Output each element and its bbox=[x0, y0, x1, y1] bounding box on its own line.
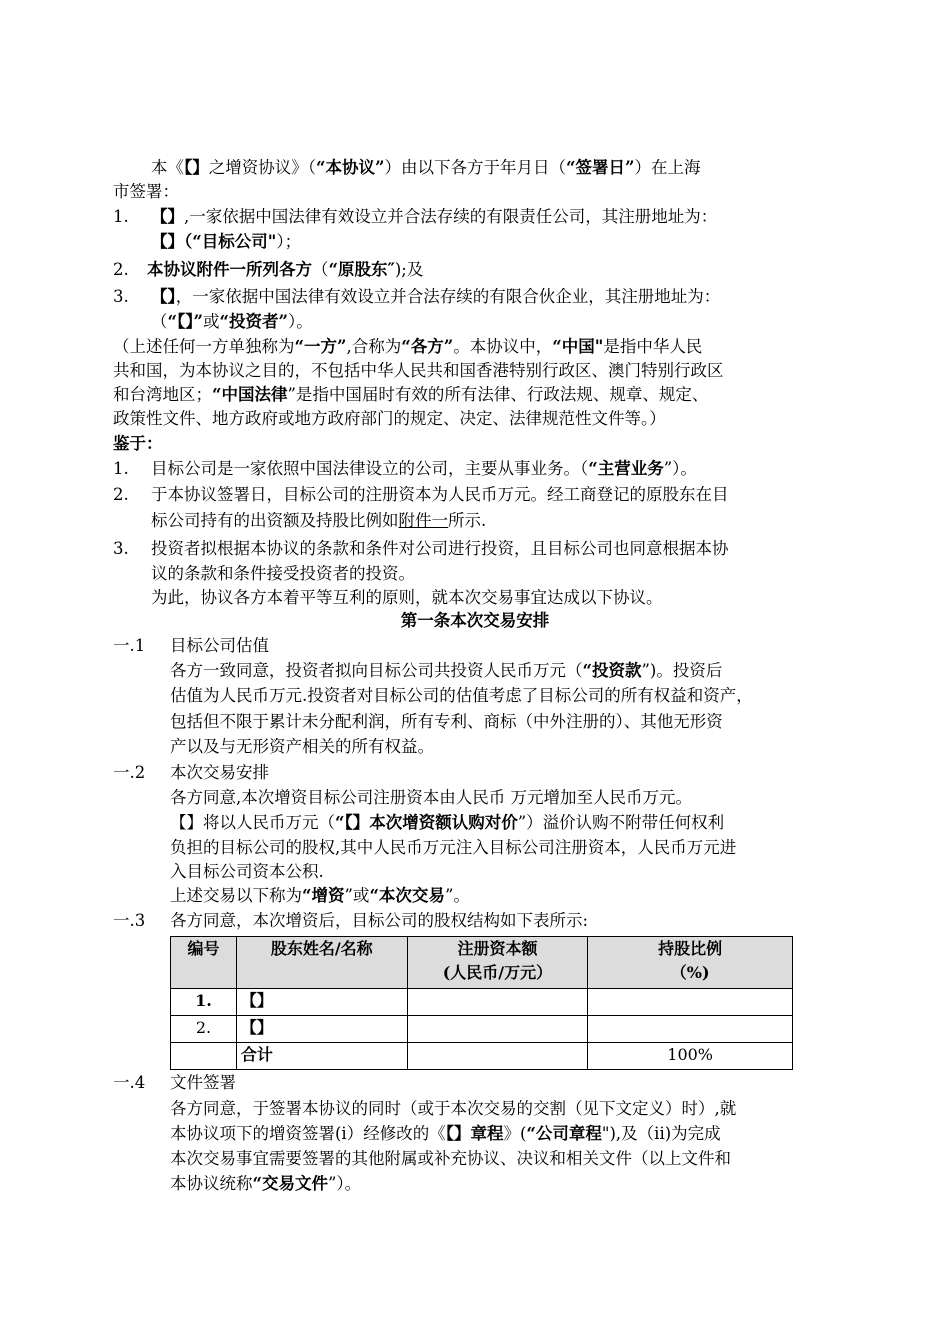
party-1-line-2: 【】（“目标公司"）； bbox=[151, 232, 302, 251]
section-1-1-line-4: 产以及与无形资产相关的所有权益。 bbox=[170, 737, 434, 756]
section-1-4-heading: 文件签署 bbox=[170, 1073, 236, 1092]
party-3-line-1: 【】，一家依据中国法律有效设立并合法存续的有限合伙企业，其注册地址为： bbox=[151, 287, 721, 306]
party-1-number: 1. bbox=[113, 207, 129, 226]
section-1-4-line-2: 本协议项下的增资签署(i）经修改的《【】章程》(“公司章程"),及（ii)为完成 bbox=[170, 1124, 721, 1143]
table-header-row bbox=[171, 937, 793, 989]
total-label: 合计 bbox=[236, 1043, 407, 1070]
party-2-line: 本协议附件一所列各方（“原股东″);及 bbox=[147, 260, 424, 279]
section-1-2-line-4: 入目标公司资本公积. bbox=[170, 862, 324, 881]
header-registered-capital: 注册资本额 (人民币/万元） bbox=[407, 937, 588, 989]
section-1-2-number: 一.2 bbox=[113, 763, 146, 782]
row-number: 2. bbox=[171, 1016, 237, 1043]
header-shareholding-ratio: 持股比例 （%) bbox=[588, 937, 793, 989]
total-percentage: 100% bbox=[588, 1043, 793, 1070]
whereas-3-number: 3. bbox=[113, 539, 129, 558]
section-1-4-line-3: 本次交易事宜需要签署的其他附属或补充协议、决议和相关文件（以上文件和 bbox=[170, 1149, 731, 1168]
row-capital bbox=[407, 989, 588, 1016]
whereas-3-line-2: 议的条款和条件接受投资者的投资。 bbox=[151, 564, 415, 583]
party-2-number: 2. bbox=[113, 260, 129, 279]
whereas-closing: 为此，协议各方本着平等互利的原则，就本次交易事宜达成以下协议。 bbox=[151, 588, 663, 607]
definitions-line-4: 政策性文件、地方政府或地方政府部门的规定、决定、法律规范性文件等。） bbox=[113, 409, 666, 428]
whereas-1-number: 1. bbox=[113, 459, 129, 478]
header-number: 编号 bbox=[171, 937, 237, 989]
section-1-1-heading: 目标公司估值 bbox=[170, 636, 269, 655]
total-number-cell bbox=[171, 1043, 237, 1070]
section-1-1-line-2: 估值为人民币万元.投资者对目标公司的估值考虑了目标公司的所有权益和资产， bbox=[170, 686, 753, 705]
row-percentage bbox=[588, 989, 793, 1016]
row-percentage bbox=[588, 1016, 793, 1043]
whereas-3-line-1: 投资者拟根据本协议的条款和条件对公司进行投资，且目标公司也同意根据本协 bbox=[151, 539, 729, 558]
section-1-2-line-2: 【】将以人民币万元（“【】本次增资额认购对价”）溢价认购不附带任何权利 bbox=[170, 813, 725, 832]
table-row bbox=[171, 989, 793, 1016]
total-capital-cell bbox=[407, 1043, 588, 1070]
header-shareholder-name: 股东姓名/名称 bbox=[236, 937, 407, 989]
party-3-number: 3. bbox=[113, 287, 129, 306]
section-1-2-line-1: 各方同意,本次增资目标公司注册资本由人民币 万元增加至人民币万元。 bbox=[170, 788, 692, 807]
definitions-line-2: 共和国，为本协议之目的，不包括中华人民共和国香港特别行政区、澳门特别行政区 bbox=[113, 361, 724, 380]
whereas-2-line-1: 于本协议签署日，目标公司的注册资本为人民币万元。经工商登记的原股东在目 bbox=[151, 485, 729, 504]
section-1-2-line-3: 负担的目标公司的股权,其中人民币万元注入目标公司注册资本，人民币万元进 bbox=[170, 838, 737, 857]
whereas-2-number: 2. bbox=[113, 485, 129, 504]
party-1-line-1: 【】,一家依据中国法律有效设立并合法存续的有限责任公司，其注册地址为： bbox=[151, 207, 718, 226]
section-1-1-line-3: 包括但不限于累计未分配利润，所有专利、商标（中外注册的）、其他无形资 bbox=[170, 712, 723, 731]
definitions-line-1: （上述任何一方单独称为“一方”,合称为“各方”。本协议中，“中国"是指中华人民 bbox=[113, 337, 703, 356]
row-name: 【】 bbox=[236, 1016, 407, 1043]
row-capital bbox=[407, 1016, 588, 1043]
section-1-2-line-5: 上述交易以下称为“增资”或“本次交易”。 bbox=[170, 886, 470, 905]
whereas-1-line: 目标公司是一家依照中国法律设立的公司，主要从事业务。（“主营业务”）。 bbox=[151, 459, 697, 478]
section-1-3-text: 各方同意，本次增资后，目标公司的股权结构如下表所示: bbox=[170, 911, 589, 930]
intro-line-2: 市签署： bbox=[113, 182, 179, 201]
appendix-1-link[interactable]: 附件一 bbox=[398, 511, 448, 530]
whereas-heading: 鉴于： bbox=[113, 434, 163, 453]
table-total-row bbox=[171, 1043, 793, 1070]
section-1-1-line-1: 各方一致同意，投资者拟向目标公司共投资人民币万元（“投资款”)。投资后 bbox=[170, 661, 723, 680]
intro-line-1: 本《【】之增资协议》（“本协议”）由以下各方于年月日（“签署日”）在上海 bbox=[151, 158, 701, 177]
section-1-1-number: 一.1 bbox=[113, 636, 146, 655]
article-1-title: 第一条本次交易安排 bbox=[400, 611, 550, 630]
row-name: 【】 bbox=[236, 989, 407, 1016]
section-1-2-heading: 本次交易安排 bbox=[170, 763, 269, 782]
whereas-2-line-2: 标公司持有的出资额及持股比例如附件一所示. bbox=[151, 511, 487, 530]
section-1-4-line-1: 各方同意，于签署本协议的同时（或于本次交易的交割（见下文定义）时）,就 bbox=[170, 1099, 737, 1118]
table-row bbox=[171, 1016, 793, 1043]
section-1-4-number: 一.4 bbox=[113, 1073, 146, 1092]
definitions-line-3: 和台湾地区；“中国法律”是指中国届时有效的所有法律、行政法规、规章、规定、 bbox=[113, 385, 709, 404]
section-1-4-line-4: 本协议统称“交易文件”）。 bbox=[170, 1174, 362, 1193]
row-number: 1. bbox=[171, 989, 237, 1016]
party-3-line-2: （“【】”或“投资者”）。 bbox=[151, 312, 313, 331]
equity-structure-table bbox=[170, 936, 793, 1070]
section-1-3-number: 一.3 bbox=[113, 911, 146, 930]
